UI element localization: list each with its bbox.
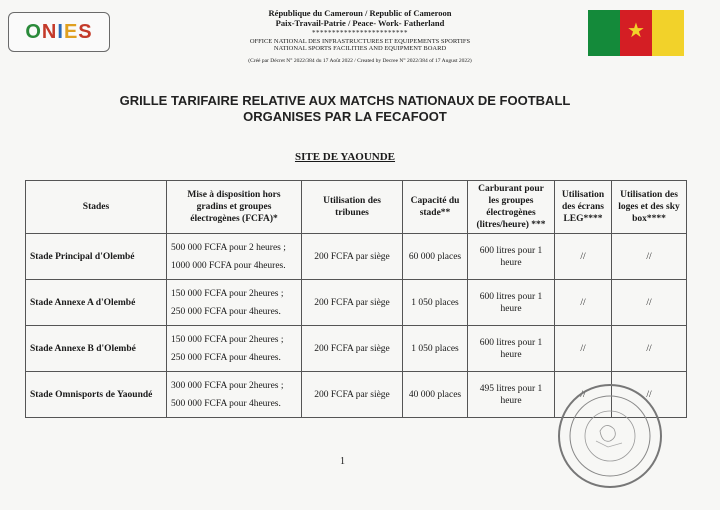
loges-cell: //: [612, 372, 687, 418]
carburant-cell: 600 litres pour 1 heure: [468, 326, 555, 372]
loges-cell: //: [612, 280, 687, 326]
carburant-cell: 600 litres pour 1 heure: [468, 234, 555, 280]
mise-cell: [167, 372, 302, 418]
office-fr: OFFICE NATIONAL DES INFRASTRUCTURES ET EQUIPEMENTS SPORTIFS: [249, 38, 471, 45]
tariff-table: [25, 180, 687, 418]
capacite-cell: 60 000 places: [403, 234, 468, 280]
tribunes-cell: 200 FCFA par siège: [302, 234, 403, 280]
mise-4h: 500 000 FCFA pour 4heures.: [171, 398, 281, 409]
header-loges: Utilisation des loges et des sky box****: [612, 181, 687, 234]
office-en: NATIONAL SPORTS FACILITIES AND EQUIPMENT BOARD: [273, 45, 447, 52]
stade-name: Stade Omnisports de Yaoundé: [26, 372, 167, 418]
header-stades: Stades: [26, 181, 167, 234]
table-row: [26, 326, 687, 372]
tribunes-cell: 200 FCFA par siège: [302, 280, 403, 326]
capacite-cell: 1 050 places: [403, 326, 468, 372]
mise-2h: 500 000 FCFA pour 2 heures ;: [171, 242, 286, 253]
onies-logo: O N I E S: [8, 12, 110, 52]
star-icon: ★: [627, 18, 645, 42]
mise-4h: 250 000 FCFA pour 4heures.: [171, 306, 281, 317]
mise-2h: 150 000 FCFA pour 2heures ;: [171, 288, 284, 299]
letterhead: [200, 8, 520, 64]
mise-cell: [167, 280, 302, 326]
mise-2h: 300 000 FCFA pour 2heures ;: [171, 380, 284, 391]
header-tribunes: Utilisation des tribunes: [302, 181, 403, 234]
header-mise: Mise à disposition hors gradins et groupes électrogènes (FCFA)*: [167, 181, 302, 234]
mise-2h: 150 000 FCFA pour 2heures ;: [171, 334, 284, 345]
loges-cell: //: [612, 326, 687, 372]
ecrans-cell: //: [555, 372, 612, 418]
document-title: [60, 93, 630, 125]
mise-4h: 1000 000 FCFA pour 4heures.: [171, 260, 286, 271]
carburant-cell: 600 litres pour 1 heure: [468, 280, 555, 326]
site-heading: SITE DE YAOUNDE: [294, 151, 396, 163]
republic-line: République du Cameroun / Republic of Cameroon: [268, 8, 452, 18]
mise-cell: [167, 234, 302, 280]
stamp-ring: [560, 386, 660, 486]
tribunes-cell: 200 FCFA par siège: [302, 372, 403, 418]
header-ecrans: Utilisation des écrans LEG****: [555, 181, 612, 234]
mise-4h: 250 000 FCFA pour 4heures.: [171, 352, 281, 363]
carburant-cell: 495 litres pour 1 heure: [468, 372, 555, 418]
cameroon-flag: [588, 10, 684, 56]
header-capacite: Capacité du stade**: [403, 181, 468, 234]
ecrans-cell: //: [555, 280, 612, 326]
capacite-cell: 40 000 places: [403, 372, 468, 418]
stade-name: Stade Annexe B d'Olembé: [26, 326, 167, 372]
motto-line: Paix-Travail-Patrie / Peace- Work- Fatherland: [275, 18, 445, 28]
title-line-2: ORGANISES PAR LA FECAFOOT: [243, 109, 447, 124]
header-carburant: Carburant pour les groupes électrogènes (litres/heure) ***: [468, 181, 555, 234]
page-number: 1: [340, 456, 345, 467]
table-row: [26, 280, 687, 326]
ecrans-cell: //: [555, 234, 612, 280]
ecrans-cell: //: [555, 326, 612, 372]
title-line-1: GRILLE TARIFAIRE RELATIVE AUX MATCHS NATIONAUX DE FOOTBALL: [119, 93, 571, 108]
capacite-cell: 1 050 places: [403, 280, 468, 326]
decree-line: (Créé par Décret N° 2022/384 du 17 Août 2022 / Created by Decree N° 2022/384 of 17 August 2022): [248, 58, 472, 64]
mise-cell: [167, 326, 302, 372]
stade-name: Stade Annexe A d'Olembé: [26, 280, 167, 326]
table-header-row: [26, 181, 687, 234]
tribunes-cell: 200 FCFA par siège: [302, 326, 403, 372]
table-row: [26, 234, 687, 280]
stade-name: Stade Principal d'Olembé: [26, 234, 167, 280]
official-stamp: [558, 384, 662, 488]
loges-cell: //: [612, 234, 687, 280]
stars-line: ************************: [312, 29, 408, 37]
